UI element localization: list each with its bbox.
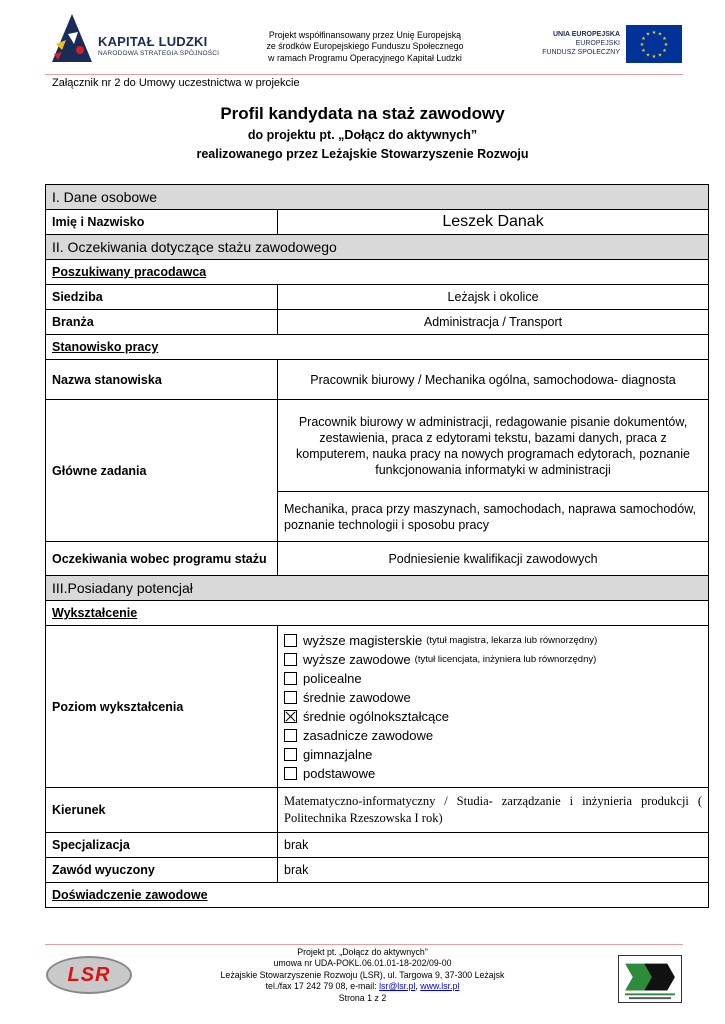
name-value: Leszek Danak xyxy=(278,210,709,235)
education-level-option-label: gimnazjalne xyxy=(303,746,373,762)
svg-text:★: ★ xyxy=(651,30,657,36)
cofinancing-line: ze środków Europejskiego Funduszu Społecznego xyxy=(266,41,464,52)
education-level-option-note: (tytuł magistra, lekarza lub równorzędny) xyxy=(426,634,598,646)
expectations-value: Podniesienie kwalifikacji zawodowych xyxy=(278,542,709,576)
education-level-option xyxy=(284,707,702,726)
svg-text:★: ★ xyxy=(639,42,645,48)
seat-value: Leżajsk i okolice xyxy=(278,285,709,310)
lsr-logo xyxy=(46,956,132,994)
svg-text:★: ★ xyxy=(651,54,657,60)
page-title: Profil kandydata na staż zawodowy xyxy=(220,104,505,123)
tasks-value-mechanics: Mechanika, praca przy maszynach, samochodach, naprawa samochodów, poznanie technologii i sposobu pracy xyxy=(278,492,709,542)
tasks-value-office: Pracownik biurowy w administracji, redagowanie pisanie dokumentów, zestawienia, praca z edytorami tekstu, bazami danych, praca z komputerem, nauka pracy na nowych programach edytorach, poznanie funkcjonowania informatyki w administracji xyxy=(278,400,709,492)
checkbox[interactable] xyxy=(284,672,297,685)
cofinancing-line: Projekt współfinansowany przez Unię Europejską xyxy=(268,30,462,40)
name-label: Imię i Nazwisko xyxy=(46,210,278,235)
eu-logo-line: EUROPEJSKI xyxy=(575,40,620,47)
position-name-value: Pracownik biurowy / Mechanika ogólna, samochodowa- diagnosta xyxy=(278,360,709,400)
svg-text:★: ★ xyxy=(662,48,667,54)
kapital-ludzki-title: KAPITAŁ LUDZKI xyxy=(98,34,208,49)
labour-office-logo-icon xyxy=(618,955,682,1003)
education-header: Wykształcenie xyxy=(46,601,709,626)
section-personal-data: I. Dane osobowe xyxy=(46,185,709,210)
website-link[interactable]: www.lsr.pl xyxy=(420,981,460,992)
checkbox[interactable] xyxy=(284,634,297,647)
page-subtitle: do projektu pt. „Dołącz do aktywnych” xyxy=(247,128,478,142)
section-expectations: II. Oczekiwania dotyczące stażu zawodowego xyxy=(46,235,709,260)
eu-logo-text xyxy=(520,30,620,57)
svg-text:★: ★ xyxy=(641,48,646,54)
industry-label: Branża xyxy=(46,310,278,335)
direction-value: Matematyczno-informatyczny / Studia- zarządzanie i inżynieria produkcji ( Politechnika Rzeszowska I rok) xyxy=(278,788,709,833)
expectations-label: Oczekiwania wobec programu stażu xyxy=(46,542,278,576)
checkbox[interactable] xyxy=(284,729,297,742)
svg-text:★: ★ xyxy=(662,36,667,42)
checkbox[interactable] xyxy=(284,691,297,704)
education-level-option xyxy=(284,631,702,650)
eu-logo-line: UNIA EUROPEJSKA xyxy=(552,31,620,38)
checkbox[interactable] xyxy=(284,653,297,666)
footer-contact-sep: , xyxy=(415,981,421,992)
position-header: Stanowisko pracy xyxy=(46,335,709,360)
checkbox[interactable] xyxy=(284,748,297,761)
header-divider xyxy=(45,74,683,75)
learned-profession-value: brak xyxy=(278,858,709,883)
checkbox[interactable] xyxy=(284,767,297,780)
footer-contact-prefix: tel./fax 17 242 79 08, e-mail: xyxy=(265,981,380,992)
cofinancing-note xyxy=(240,30,490,64)
learned-profession-label: Zawód wyuczony xyxy=(46,858,278,883)
page-footer xyxy=(180,947,545,1004)
footer-address: Leżajskie Stowarzyszenie Rozwoju (LSR), ul. Targowa 9, 37-300 Leżajsk xyxy=(220,969,505,980)
kapital-ludzki-logo xyxy=(52,14,222,64)
svg-text:★: ★ xyxy=(657,31,663,38)
seat-label: Siedziba xyxy=(46,285,278,310)
checked-checkbox[interactable] xyxy=(284,710,297,723)
svg-text:★: ★ xyxy=(645,52,651,59)
candidate-profile-table xyxy=(45,184,709,908)
education-level-option xyxy=(284,745,702,764)
employer-header: Poszukiwany pracodawca xyxy=(46,260,709,285)
lsr-logo-text: LSR xyxy=(67,963,111,986)
section-potential: III.Posiadany potencjał xyxy=(46,576,709,601)
page-number: Strona 1 z 2 xyxy=(338,992,387,1003)
education-level-list xyxy=(284,629,702,785)
specialization-label: Specjalizacja xyxy=(46,833,278,858)
footer-divider xyxy=(45,944,683,945)
education-level-option xyxy=(284,726,702,745)
education-level-option xyxy=(284,669,702,688)
page-subtitle-2: realizowanego przez Leżajskie Stowarzyszenie Rozwoju xyxy=(196,147,529,161)
page-header xyxy=(0,0,725,72)
education-level-option-label: wyższe magisterskie xyxy=(303,632,423,648)
tasks-label: Główne zadania xyxy=(46,400,278,542)
education-level-option-label: podstawowe xyxy=(303,765,376,781)
education-level-option-label: średnie ogólnokształcące xyxy=(303,708,449,724)
footer-contract: umowa nr UDA-POKL.06.01.01-18-202/09-00 xyxy=(273,958,452,969)
footer-contact xyxy=(180,981,545,992)
education-level-options xyxy=(278,626,709,788)
education-level-option-label: wyższe zawodowe xyxy=(303,651,411,667)
education-level-option xyxy=(284,688,702,707)
education-level-option-label: policealne xyxy=(303,670,362,686)
cofinancing-line: w ramach Programu Operacyjnego Kapitał Ludzki xyxy=(268,52,462,63)
svg-text:★: ★ xyxy=(663,42,669,48)
email-link[interactable]: lsr@lsr.pl xyxy=(379,981,416,992)
eu-flag-icon xyxy=(626,25,682,63)
kapital-ludzki-mark-icon xyxy=(52,14,92,62)
education-level-option-label: zasadnicze zawodowe xyxy=(303,727,434,743)
footer-project: Projekt pt. „Dołącz do aktywnych” xyxy=(297,947,428,957)
specialization-value: brak xyxy=(278,833,709,858)
education-level-label: Poziom wykształcenia xyxy=(46,626,278,788)
education-level-option-label: średnie zawodowe xyxy=(303,689,411,705)
svg-text:★: ★ xyxy=(645,31,651,38)
annex-note: Załącznik nr 2 do Umowy uczestnictwa w projekcie xyxy=(52,77,300,89)
education-level-option-note: (tytuł licencjata, inżyniera lub równorzędny) xyxy=(414,653,597,665)
direction-label: Kierunek xyxy=(46,788,278,833)
eu-logo-line: FUNDUSZ SPOŁECZNY xyxy=(542,49,620,56)
svg-text:★: ★ xyxy=(657,52,663,59)
experience-header: Doświadczenie zawodowe xyxy=(46,883,709,908)
education-level-option xyxy=(284,764,702,783)
position-name-label: Nazwa stanowiska xyxy=(46,360,278,400)
svg-text:★: ★ xyxy=(641,36,646,42)
industry-value: Administracja / Transport xyxy=(278,310,709,335)
education-level-option xyxy=(284,650,702,669)
kapital-ludzki-subtitle: NARODOWA STRATEGIA SPÓJNOŚCI xyxy=(98,50,220,57)
